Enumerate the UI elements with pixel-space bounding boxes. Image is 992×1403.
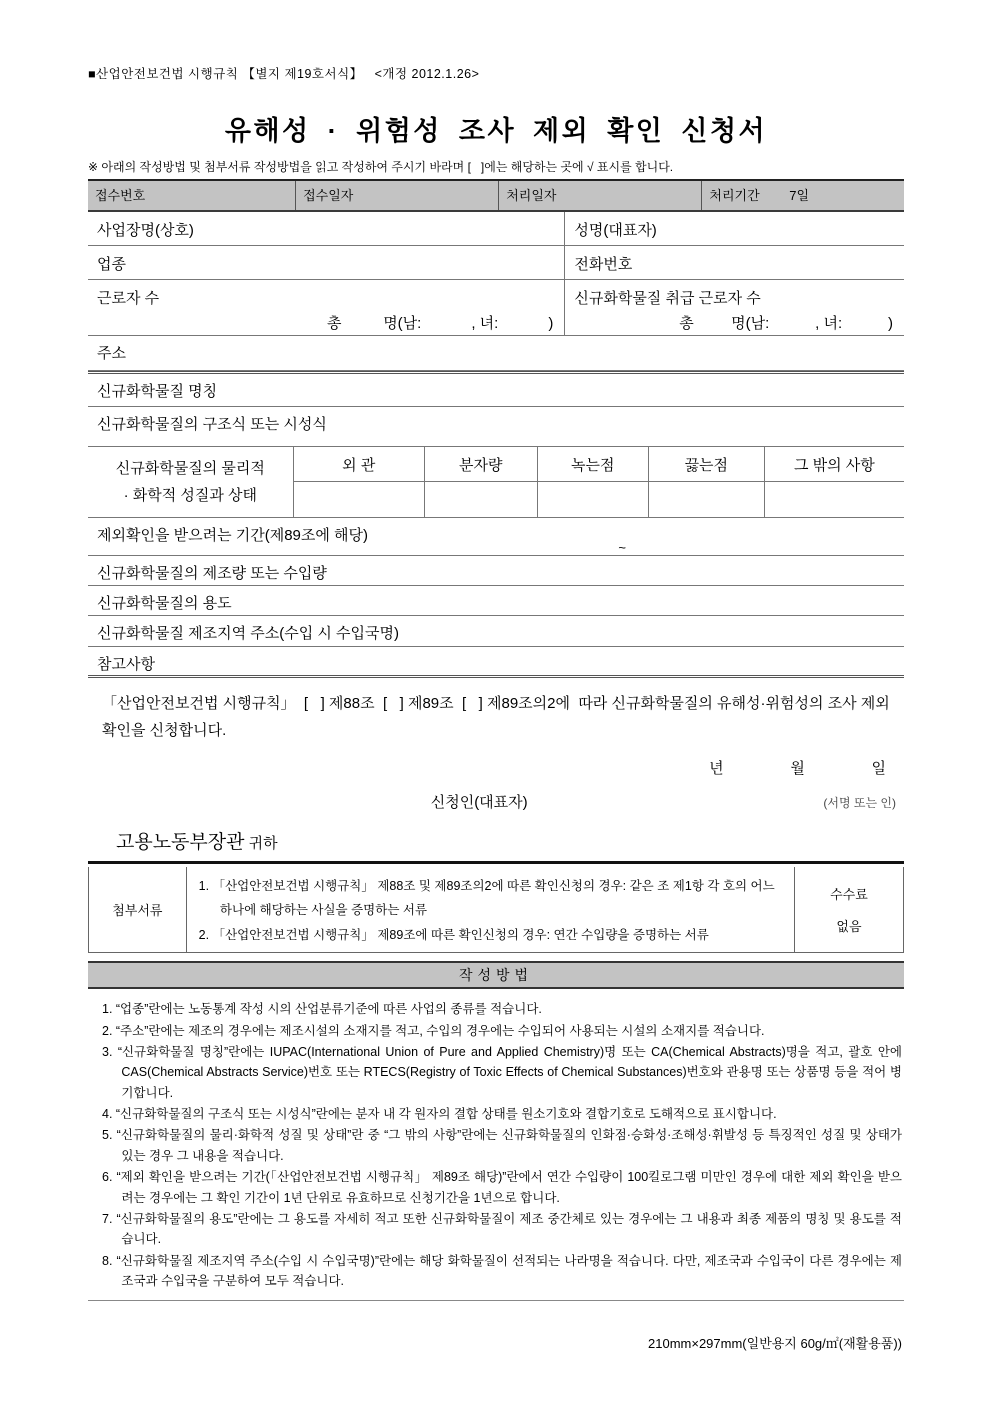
manufacturing-region-field (88, 616, 904, 647)
declaration-tail-text: 따라 신규화학물질의 유해성·위험성의 조사 제외 확인을 신청합니다. (102, 695, 890, 739)
period-range-tilde: ~ (618, 540, 626, 555)
process-date-cell (499, 181, 702, 210)
business-name-field (88, 212, 565, 245)
receipt-number-cell (88, 181, 296, 210)
molecular-weight-value-cell (425, 482, 538, 517)
attachment-item: 1. 「산업안전보건법 시행규칙」 제88조 및 제89조의2에 따른 확인신청의 경우: 같은 조 제1항 각 호의 어느 하나에 해당하는 사실을 증명하는 서류 (198, 879, 775, 918)
receipt-date-cell (296, 181, 499, 210)
physical-properties-label-line1: 신규화학물질의 물리적 (115, 460, 265, 477)
chemical-name-label: 신규화학물질 명칭 (97, 383, 218, 400)
page-title: 유해성 · 위험성 조사 제외 확인 신청서 (224, 116, 768, 146)
address-field (88, 336, 904, 371)
melting-point-column-header: 녹는점 (538, 447, 649, 481)
manufacturing-region-label: 신규화학물질 제조지역 주소(수입 시 수입국명) (97, 625, 399, 642)
section-divider (88, 675, 904, 678)
molecular-weight-column-header: 분자량 (425, 447, 538, 481)
process-period-value: 7일 (789, 188, 810, 203)
process-period-cell (702, 181, 904, 210)
physical-properties-columns (294, 447, 904, 517)
fee-label: 수수료 (830, 887, 868, 903)
fee-value: 없음 (836, 919, 862, 935)
representative-name-field (565, 212, 904, 245)
table-row (88, 246, 904, 280)
worker-count-field (88, 280, 565, 335)
industry-field (88, 246, 565, 279)
recipient-name: 고용노동부장관 (116, 832, 245, 853)
physical-properties-table (88, 446, 904, 518)
date-line: 년 월 일 (709, 760, 886, 777)
other-matters-value-cell (765, 482, 904, 517)
physical-properties-label-line2: · 화학적 성질과 상태 (123, 487, 258, 504)
receipt-header-band (88, 179, 904, 212)
receipt-date-label: 접수일자 (303, 188, 354, 203)
instruction-item: 6. “제외 확인을 받으려는 기간(「산업안전보건법 시행규칙」 제89조 해당)”란에서 연간 수입량이 100킬로그램 미만인 경우에 대한 제외 확인을 받으려는 경우에는 그 확인 기간이 1년 단위로 유효하므로 신청기간을 1년으로 합니다. (102, 1170, 902, 1205)
applicant-signature-label: 신청인(대표자) (430, 794, 528, 811)
applicant-info-table (88, 212, 904, 371)
properties-value-row (294, 482, 904, 517)
business-name-label: 사업장명(상호) (97, 222, 194, 239)
instruction-item: 3. “신규화학물질 명칭”란에는 IUPAC(International Union of Pure and Applied Chemistry)명 또는 CA(Chemical Abstracts)명을 적고, 괄호 안에 CAS(Chemical Abstracts Service)번호 또는 RTECS(Registry of Toxic Effects of Chemical Substances)번호와 관용명 또는 상품명 등을 적어 병기합니다. (102, 1044, 902, 1100)
new-chemical-worker-count-detail: 총 명(남: , 녀: ) (679, 315, 893, 332)
exclusion-period-label: 제외확인을 받으려는 기간(제89조에 해당) (97, 527, 369, 544)
exclusion-period-field (88, 518, 904, 556)
process-date-label: 처리일자 (506, 188, 557, 203)
new-chemical-worker-count-field (565, 280, 904, 335)
article-88-label: 제88조 (328, 695, 379, 712)
appearance-value-cell (294, 482, 425, 517)
table-row (88, 280, 904, 336)
declaration-paragraph (88, 690, 904, 744)
instructions-list (88, 999, 904, 1291)
chemical-formula-label: 신규화학물질의 구조식 또는 시성식 (97, 416, 327, 433)
worker-count-label: 근로자 수 (97, 290, 160, 307)
article-89-label: 제89조 (407, 695, 458, 712)
signature-line (88, 791, 904, 812)
thin-divider (88, 1300, 904, 1301)
law-reference-text: 「산업안전보건법 시행규칙」 (102, 695, 300, 712)
boiling-point-value-cell (649, 482, 765, 517)
attachment-item: 2. 「산업안전보건법 시행규칙」 제89조에 따른 확인신청의 경우: 연간 수입량을 증명하는 서류 (198, 927, 709, 942)
representative-name-label: 성명(대표자) (574, 222, 657, 239)
attachments-header-cell: 첨부서류 (89, 867, 187, 952)
production-quantity-label: 신규화학물질의 제조량 또는 수입량 (97, 565, 327, 582)
checkbox-article-88[interactable]: [ ] (303, 695, 325, 712)
other-matters-column-header: 그 밖의 사항 (793, 456, 875, 474)
recipient-line (88, 827, 904, 854)
application-form-page (88, 0, 904, 1352)
boiling-point-column-header: 끓는점 (649, 447, 765, 481)
phone-field (565, 246, 904, 279)
article-89-2-label: 제89조의2에 (486, 695, 575, 712)
fee-cell (794, 867, 903, 952)
receipt-number-label: 접수번호 (95, 188, 146, 203)
address-label: 주소 (97, 345, 126, 362)
instruction-item: 4. “신규화학물질의 구조식 또는 시성식”란에는 분자 내 각 원자의 결합 상태를 원소기호와 결합기호로 도해적으로 표시합니다. (102, 1107, 777, 1121)
properties-header-row (294, 447, 904, 482)
seal-or-signature-note: (서명 또는 인) (823, 796, 896, 810)
instruction-item: 1. “업종”란에는 노동통계 작성 시의 산업분류기준에 따른 사업의 종류를 적습니다. (102, 1002, 542, 1017)
instruction-item: 8. “신규화학물질 제조지역 주소(수입 시 수입국명)”란에는 해당 화학물질이 선적되는 나라명을 적습니다. 다만, 제조국과 수입국이 다른 경우에는 제조국과 수입국을 구분하여 모두 적습니다. (102, 1253, 902, 1288)
checkbox-article-89-2[interactable]: [ ] (461, 695, 483, 712)
production-quantity-field (88, 556, 904, 586)
instruction-item: 7. “신규화학물질의 용도”란에는 그 용도를 자세히 적고 또한 신규화학물질이 제조 중간체로 있는 경우에는 그 내용과 최종 제품의 명칭 및 용도를 적습니다. (102, 1211, 902, 1247)
instructions-section-header: 작성방법 (88, 961, 904, 989)
form-reference: ■산업안전보건법 시행규칙 【별지 제19호서식】 <개정 2012.1.26> (88, 67, 480, 81)
new-chemical-worker-count-label: 신규화학물질 취급 근로자 수 (574, 290, 761, 307)
usage-field (88, 586, 904, 616)
paper-spec-footer: 210mm×297mm(일반용지 60g/㎡(재활용품)) (648, 1336, 902, 1352)
appearance-column-header: 외 관 (294, 447, 425, 481)
industry-label: 업종 (97, 256, 126, 273)
physical-properties-label (88, 447, 294, 517)
attachments-table (88, 867, 904, 953)
usage-label: 신규화학물질의 용도 (97, 595, 232, 612)
table-row (88, 212, 904, 246)
fill-instruction-note: ※ 아래의 작성방법 및 첨부서류 작성방법을 읽고 작성하여 주시기 바라며 [ ]에는 해당하는 곳에 √ 표시를 합니다. (88, 160, 674, 174)
checkbox-article-89[interactable]: [ ] (382, 695, 404, 712)
remarks-field (88, 647, 904, 675)
process-period-label: 처리기간 (709, 188, 760, 203)
instruction-item: 2. “주소”란에는 제조의 경우에는 제조시설의 소재지를 적고, 수입의 경우에는 수입되어 사용되는 시설의 소재지를 적습니다. (102, 1023, 765, 1038)
recipient-honorific: 귀하 (244, 835, 278, 852)
phone-label: 전화번호 (574, 256, 633, 273)
worker-count-detail: 총 명(남: , 녀: ) (327, 315, 554, 332)
chemical-formula-field (88, 407, 904, 443)
remarks-label: 참고사항 (97, 656, 155, 673)
chemical-name-field (88, 374, 904, 407)
thick-divider (88, 861, 904, 864)
instruction-item: 5. “신규화학물질의 물리·화학적 성질 및 상태”란 중 “그 밖의 사항”란에는 신규화학물질의 인화점·승화성·조해성·휘발성 등 특징적인 성질 및 상태가 있는 경우 그 내용을 적습니다. (102, 1128, 902, 1163)
attachments-list (187, 867, 794, 952)
melting-point-value-cell (538, 482, 649, 517)
